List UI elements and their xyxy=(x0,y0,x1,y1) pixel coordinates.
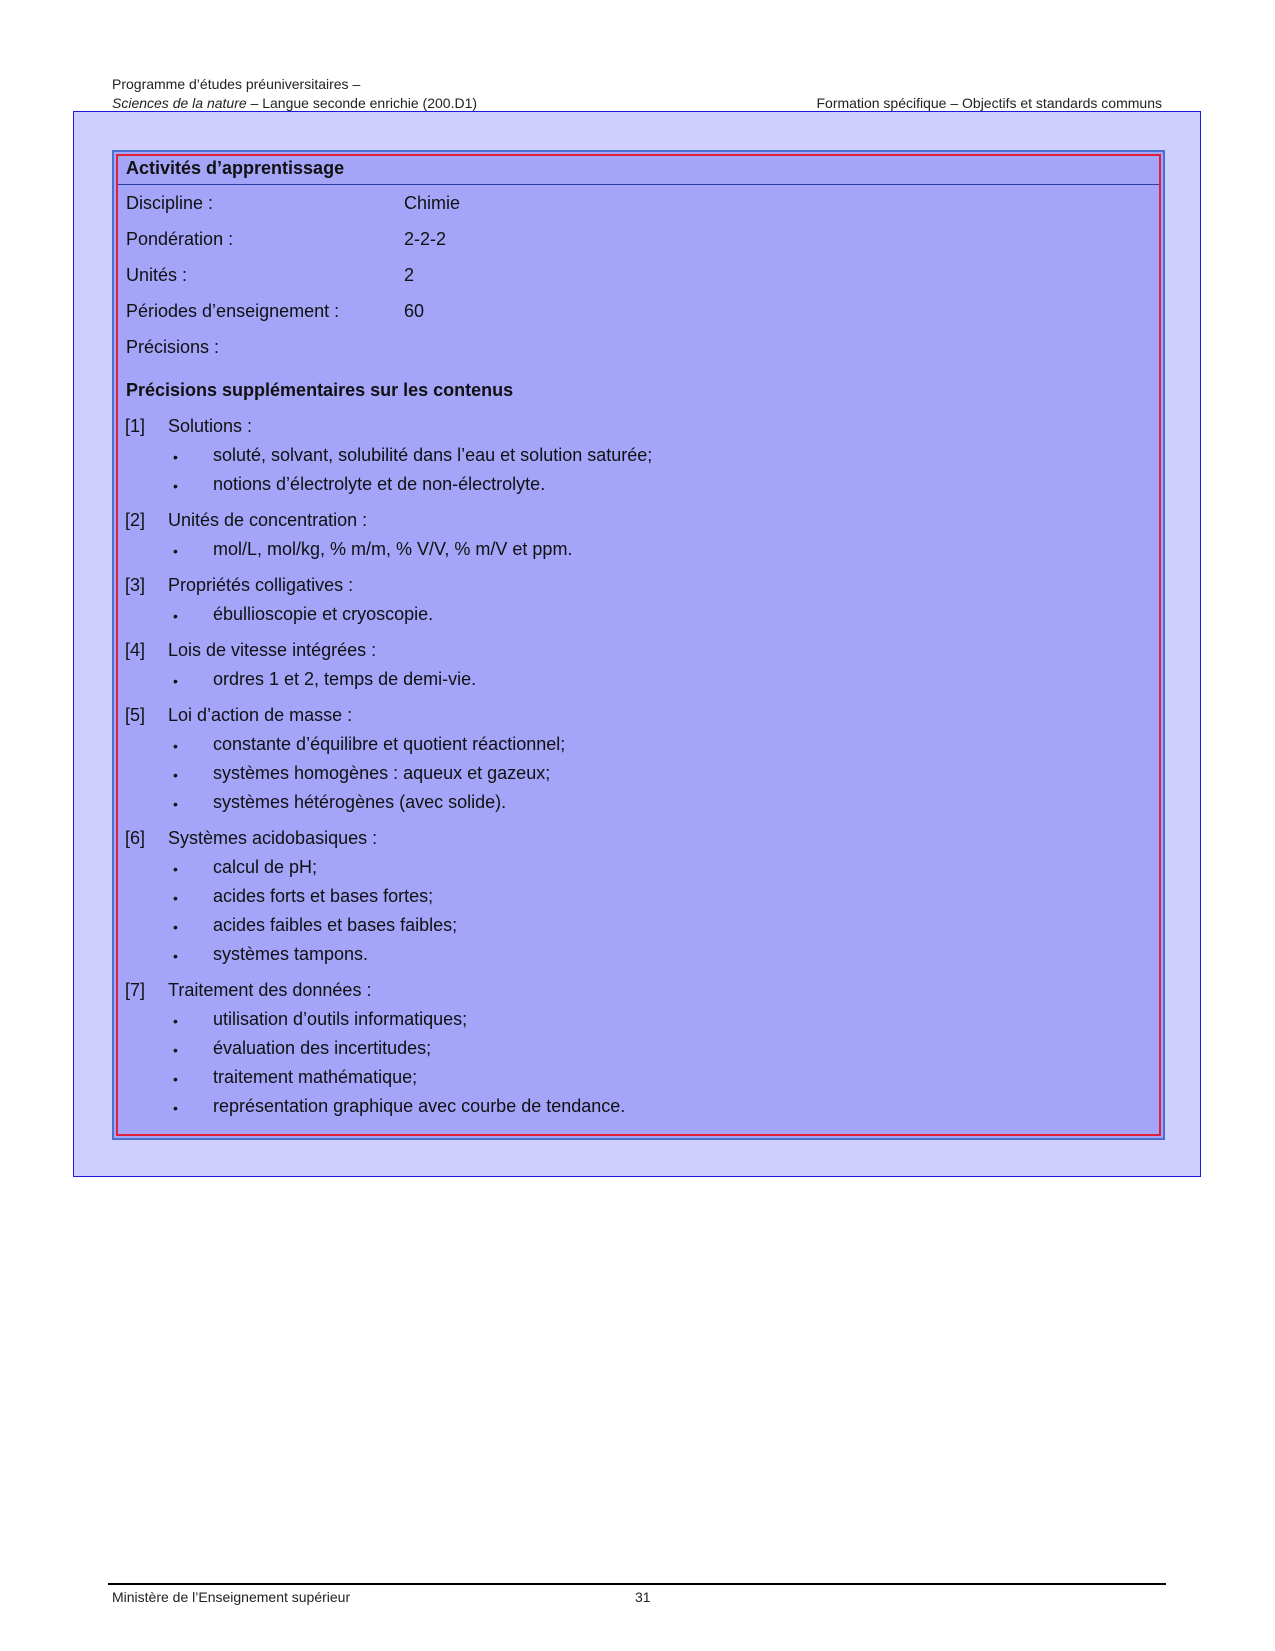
bullet-icon: • xyxy=(173,890,178,906)
field-value-unites: 2 xyxy=(404,265,415,285)
section-number: [3] xyxy=(125,575,146,595)
bullet-icon: • xyxy=(173,673,178,689)
bullet-icon: • xyxy=(173,478,178,494)
bullet-icon: • xyxy=(173,948,178,964)
section-number: [2] xyxy=(125,510,146,530)
section-number: [1] xyxy=(125,416,146,436)
section-number: [7] xyxy=(125,980,146,1000)
list-item: soluté, solvant, solubilité dans l’eau et solution saturée; xyxy=(213,445,653,465)
list-item: systèmes homogènes : aqueux et gazeux; xyxy=(213,763,551,783)
field-value-ponderation: 2-2-2 xyxy=(404,229,447,249)
bullet-icon: • xyxy=(173,449,178,465)
bullet-icon: • xyxy=(173,1071,178,1087)
list-item: utilisation d’outils informatiques; xyxy=(213,1009,468,1029)
header-program: Programme d’études préuniversitaires – xyxy=(112,76,361,92)
field-value-discipline: Chimie xyxy=(404,193,461,213)
section-title: Traitement des données : xyxy=(168,980,372,1000)
section-number: [5] xyxy=(125,705,146,725)
list-item: mol/L, mol/kg, % m/m, % V/V, % m/V et ppm. xyxy=(213,539,573,559)
box-title: Activités d’apprentissage xyxy=(126,158,345,178)
section-title: Propriétés colligatives : xyxy=(168,575,354,595)
field-label-precisions: Précisions : xyxy=(126,337,220,357)
list-item: évaluation des incertitudes; xyxy=(213,1038,432,1058)
section-title: Loi d’action de masse : xyxy=(168,705,353,725)
page-number: 31 xyxy=(635,1589,651,1605)
field-value-periodes: 60 xyxy=(404,301,425,321)
header-section: Formation spécifique – Objectifs et standards communs xyxy=(816,95,1162,111)
list-item: acides forts et bases fortes; xyxy=(213,886,434,906)
bullet-icon: • xyxy=(173,767,178,783)
header-line2 xyxy=(112,95,1162,112)
bullet-icon: • xyxy=(173,861,178,877)
list-item: représentation graphique avec courbe de tendance. xyxy=(213,1096,626,1116)
list-item: calcul de pH; xyxy=(213,857,318,877)
header-program-rest: – Langue seconde enrichie (200.D1) xyxy=(246,95,478,111)
bullet-icon: • xyxy=(173,919,178,935)
footer-divider xyxy=(108,1583,1166,1585)
title-divider xyxy=(118,184,1159,185)
header-program-italic: Sciences de la nature xyxy=(112,95,247,111)
section-title: Systèmes acidobasiques : xyxy=(168,828,378,848)
list-item: ordres 1 et 2, temps de demi-vie. xyxy=(213,669,477,689)
section-title: Solutions : xyxy=(168,416,253,436)
field-label-unites: Unités : xyxy=(126,265,188,285)
field-label-discipline: Discipline : xyxy=(126,193,214,213)
header-program-name xyxy=(112,95,477,112)
section-number: [6] xyxy=(125,828,146,848)
list-item: systèmes hétérogènes (avec solide). xyxy=(213,792,507,812)
bullet-icon: • xyxy=(173,738,178,754)
bullet-icon: • xyxy=(173,796,178,812)
list-item: acides faibles et bases faibles; xyxy=(213,915,458,935)
bullet-icon: • xyxy=(173,1013,178,1029)
field-label-periodes: Périodes d’enseignement : xyxy=(126,301,340,321)
list-item: ébullioscopie et cryoscopie. xyxy=(213,604,434,624)
page-header xyxy=(112,76,1162,112)
section-title: Unités de concentration : xyxy=(168,510,368,530)
bullet-icon: • xyxy=(173,543,178,559)
bullet-icon: • xyxy=(173,1042,178,1058)
footer-ministry: Ministère de l’Enseignement supérieur xyxy=(112,1589,351,1605)
bullet-icon: • xyxy=(173,608,178,624)
bullet-icon: • xyxy=(173,1100,178,1116)
list-item: systèmes tampons. xyxy=(213,944,369,964)
field-label-ponderation: Pondération : xyxy=(126,229,234,249)
list-item: constante d’équilibre et quotient réactionnel; xyxy=(213,734,566,754)
subtitle: Précisions supplémentaires sur les contenus xyxy=(126,380,514,400)
section-number: [4] xyxy=(125,640,146,660)
list-item: notions d’électrolyte et de non-électrolyte. xyxy=(213,474,546,494)
list-item: traitement mathématique; xyxy=(213,1067,418,1087)
section-title: Lois de vitesse intégrées : xyxy=(168,640,377,660)
